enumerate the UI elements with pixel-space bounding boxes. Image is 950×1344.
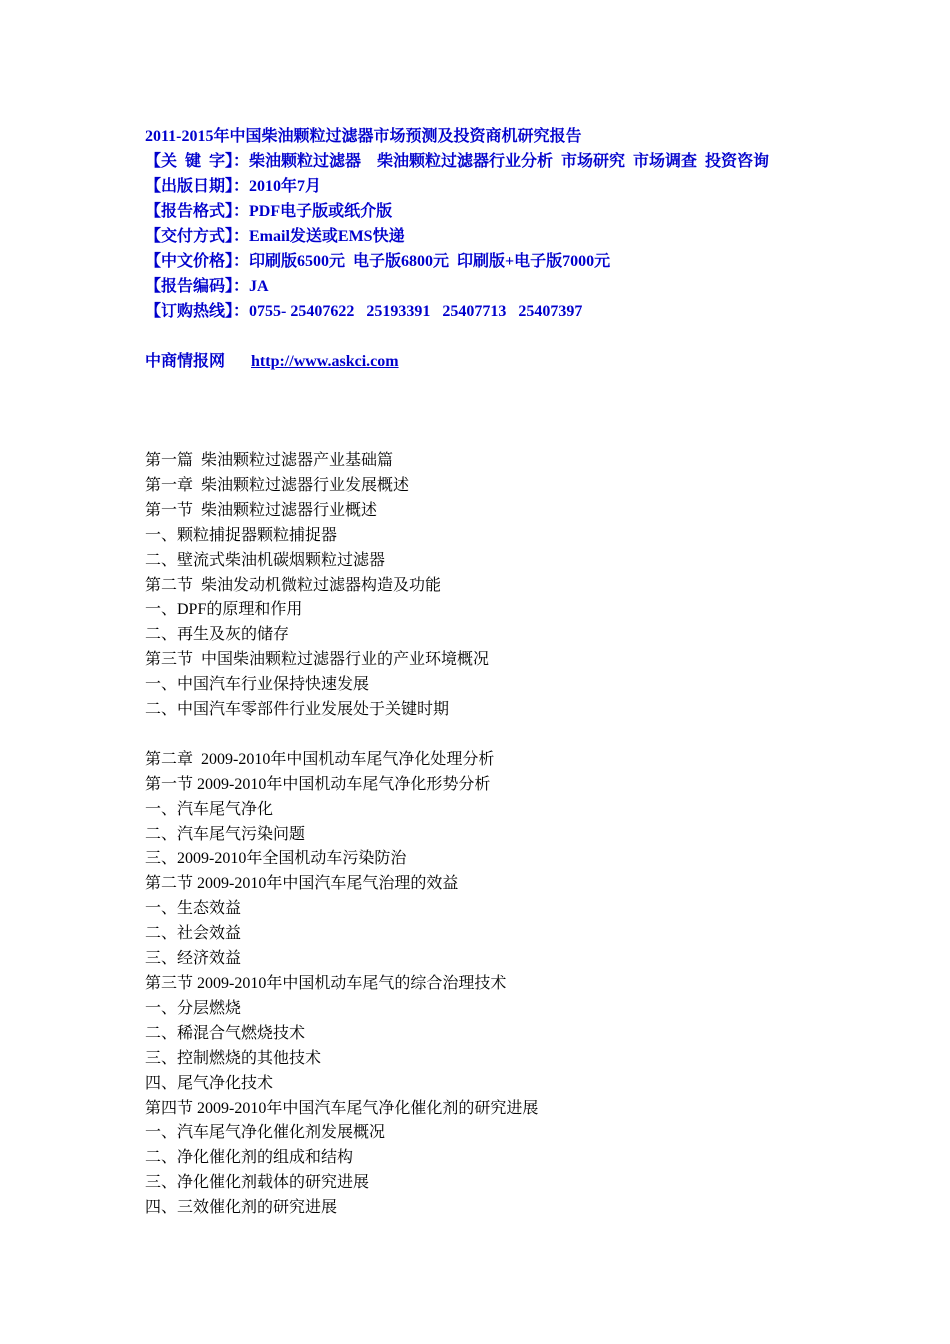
toc-line: 四、尾气净化技术 [145, 1074, 274, 1092]
document-page [145, 124, 865, 1221]
toc-line: 第一节 柴油颗粒过滤器行业概述 [145, 501, 378, 519]
price-line: 【中文价格】：印刷版6500元 电子版6800元 印刷版+电子版7000元 [145, 253, 611, 270]
toc-line: 第一章 柴油颗粒过滤器行业发展概述 [145, 476, 410, 494]
report-format-line: 【报告格式】：PDF电子版或纸介版 [145, 203, 393, 220]
toc-line: 第一节 2009-2010年中国机动车尾气净化形势分析 [145, 775, 491, 793]
toc-line: 第四节 2009-2010年中国汽车尾气净化催化剂的研究进展 [145, 1099, 539, 1117]
table-of-contents [145, 449, 865, 1221]
toc-line: 一、生态效益 [145, 900, 242, 918]
hotline-line: 【订购热线】：0755- 25407622 25193391 25407713 25407397 [145, 303, 583, 320]
toc-line: 一、汽车尾气净化催化剂发展概况 [145, 1124, 386, 1142]
toc-line: 三、控制燃烧的其他技术 [145, 1049, 322, 1067]
toc-line: 四、三效催化剂的研究进展 [145, 1199, 338, 1217]
report-title: 2011-2015年中国柴油颗粒过滤器市场预测及投资商机研究报告 [145, 128, 582, 145]
toc-line: 第二节 2009-2010年中国汽车尾气治理的效益 [145, 875, 459, 893]
toc-line: 三、净化催化剂载体的研究进展 [145, 1174, 370, 1192]
site-name: 中商情报网 [145, 353, 226, 370]
keywords-line: 【关 键 字】：柴油颗粒过滤器 柴油颗粒过滤器行业分析 市场研究 市场调查 投资咨询 [145, 153, 770, 170]
site-url-link[interactable]: http://www.askci.com [251, 353, 399, 370]
toc-line: 三、经济效益 [145, 950, 242, 968]
toc-line: 二、社会效益 [145, 925, 242, 943]
delivery-line: 【交付方式】：Email发送或EMS快递 [145, 228, 405, 245]
toc-line: 第二章 2009-2010年中国机动车尾气净化处理分析 [145, 750, 495, 768]
toc-line: 一、DPF的原理和作用 [145, 601, 303, 619]
toc-spacer [145, 723, 865, 748]
toc-line: 二、稀混合气燃烧技术 [145, 1024, 306, 1042]
toc-line: 第三节 2009-2010年中国机动车尾气的综合治理技术 [145, 975, 507, 993]
toc-line: 一、分层燃烧 [145, 999, 242, 1017]
toc-line: 三、2009-2010年全国机动车污染防治 [145, 850, 407, 868]
toc-line: 二、汽车尾气污染问题 [145, 825, 306, 843]
toc-line: 一、中国汽车行业保持快速发展 [145, 676, 370, 694]
toc-line: 一、颗粒捕捉器颗粒捕捉器 [145, 526, 338, 544]
toc-line: 二、中国汽车零部件行业发展处于关键时期 [145, 701, 450, 719]
toc-line: 第二节 柴油发动机微粒过滤器构造及功能 [145, 576, 442, 594]
publish-date-line: 【出版日期】：2010年7月 [145, 178, 322, 195]
toc-line: 第三节 中国柴油颗粒过滤器行业的产业环境概况 [145, 651, 490, 669]
site-line [145, 349, 865, 374]
toc-line: 二、净化催化剂的组成和结构 [145, 1149, 354, 1167]
toc-line: 二、再生及灰的储存 [145, 626, 290, 644]
toc-line: 二、壁流式柴油机碳烟颗粒过滤器 [145, 551, 386, 569]
report-code-line: 【报告编码】：JA [145, 278, 269, 295]
toc-line: 一、汽车尾气净化 [145, 800, 274, 818]
toc-line: 第一篇 柴油颗粒过滤器产业基础篇 [145, 452, 394, 469]
